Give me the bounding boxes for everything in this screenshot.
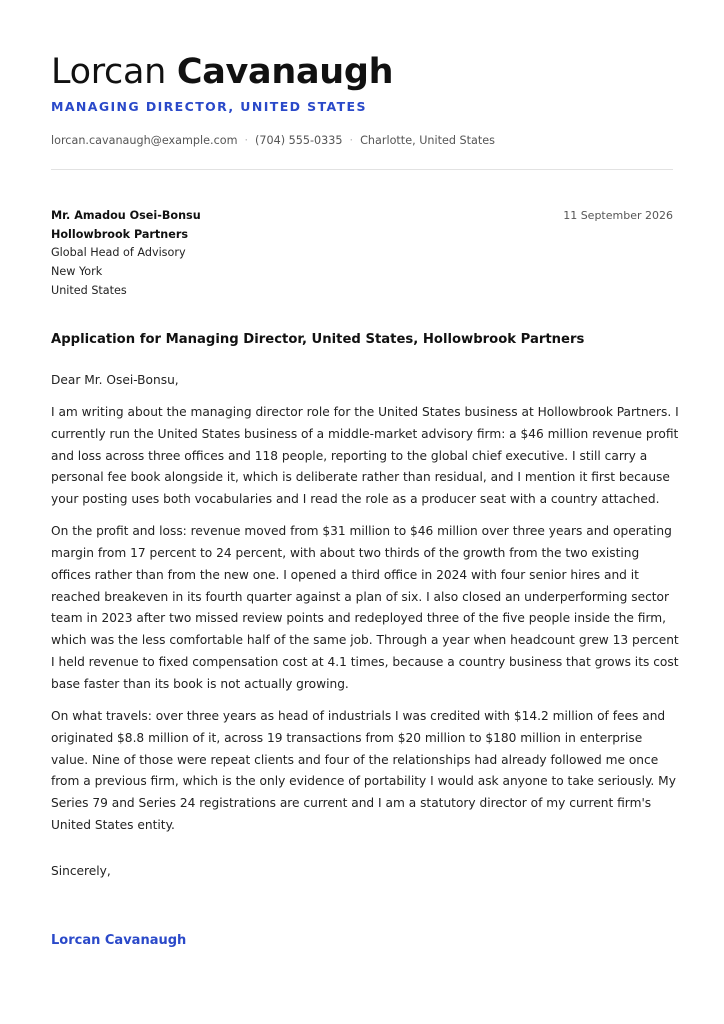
recipient-name: Mr. Amadou Osei-Bonsu bbox=[51, 209, 201, 222]
applicant-role: MANAGING DIRECTOR, UNITED STATES bbox=[51, 99, 367, 114]
recipient-company: Hollowbrook Partners bbox=[51, 227, 189, 241]
letter-paragraph: On the profit and loss: revenue moved from $31 million to $46 million over three years and operating margin from 17 percent to 24 percent, with about two thirds of the growth from the two existing offices rather than from the new one. I opened a third office in 2024 with four senior hires and it reached breakeven in its fourth quarter against a plan of six. I also closed an underperforming sector team in 2023 after two missed review points and redeployed three of the five people inside the firm, which was the less comfortable half of the same job. Through a year when headcount grew 13 percent I held revenue to fixed compensation cost at 4.1 times, because a country business that grows its cost base faster than its book is not actually growing. bbox=[51, 524, 679, 691]
contact-location: Charlotte, United States bbox=[360, 134, 495, 147]
contact-email[interactable]: lorcan.cavanaugh@example.com bbox=[51, 134, 238, 147]
letter-signature: Lorcan Cavanaugh bbox=[51, 933, 187, 948]
letter-paragraph: I am writing about the managing director role for the United States business at Hollowbrook Partners. I currently run the United States business of a middle-market advisory firm: a $46 million revenue profit and loss across three offices and 118 people, reporting to the global chief executive. I still carry a personal fee book alongside it, which is deliberate rather than residual, and I mention it first because your posting uses both vocabularies and I read the role as a producer seat with a country attached. bbox=[51, 404, 679, 507]
recipient-country: United States bbox=[51, 283, 127, 297]
contact-separator: · bbox=[349, 134, 354, 147]
letter-closing: Sincerely, bbox=[51, 863, 111, 878]
contact-separator: · bbox=[244, 134, 249, 147]
header-divider bbox=[51, 169, 673, 170]
letter-date: 11 September 2026 bbox=[563, 209, 673, 222]
letter-body bbox=[51, 370, 679, 893]
recipient-title: Global Head of Advisory bbox=[51, 246, 186, 260]
letter-subject: Application for Managing Director, United States, Hollowbrook Partners bbox=[51, 332, 585, 347]
applicant-name bbox=[51, 50, 393, 94]
applicant-first-name: Lorcan bbox=[51, 52, 166, 92]
letter-greeting: Dear Mr. Osei-Bonsu, bbox=[51, 373, 179, 387]
recipient-city: New York bbox=[51, 265, 103, 279]
contact-line bbox=[51, 133, 495, 149]
applicant-last-name: Cavanaugh bbox=[176, 52, 394, 92]
contact-phone[interactable]: (704) 555-0335 bbox=[255, 134, 343, 147]
recipient-block bbox=[51, 207, 201, 301]
letter-paragraph: On what travels: over three years as head of industrials I was credited with $14.2 million of fees and originated $8.8 million of it, across 19 transactions from $20 million to $180 million in enterprise value. Nine of those were repeat clients and four of the relationships had already followed me once from a previous firm, which is the only evidence of portability I would ask anyone to take seriously. My Series 79 and Series 24 registrations are current and I am a statutory director of my current firm's United States entity. bbox=[51, 708, 676, 833]
